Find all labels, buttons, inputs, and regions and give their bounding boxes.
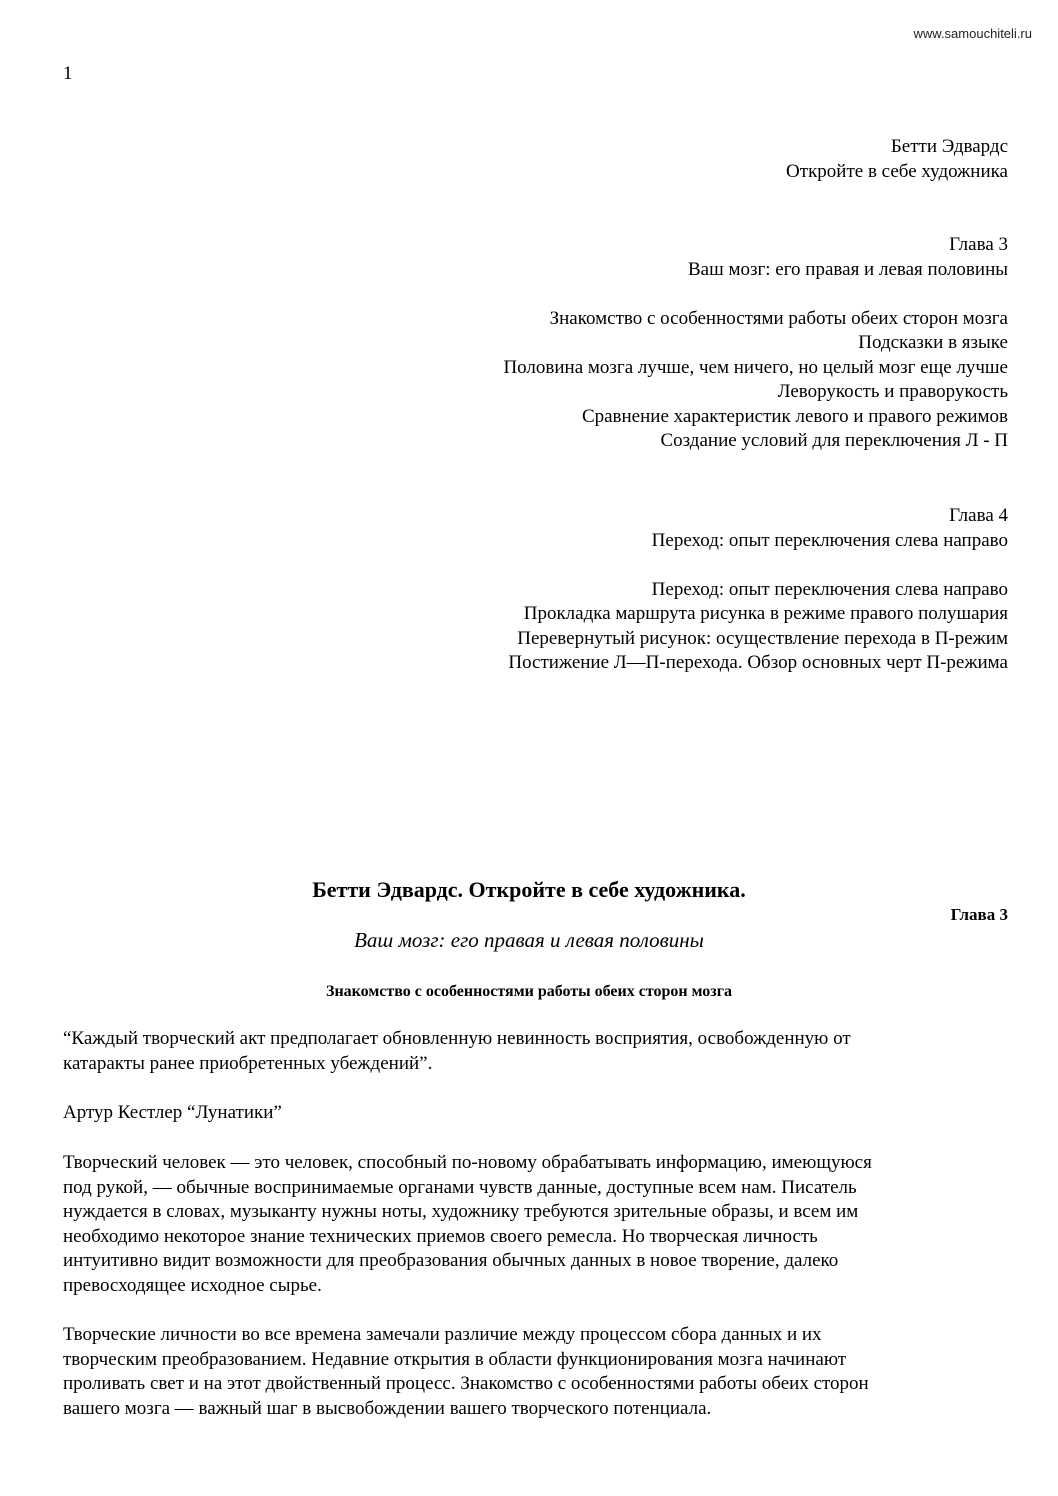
toc-item: Перевернутый рисунок: осуществление перехода в П-режим xyxy=(517,627,1008,649)
toc-chapter-3 xyxy=(503,233,1008,454)
toc-item: Создание условий для переключения Л - П xyxy=(660,430,1008,451)
book-author: Бетти Эдвардс xyxy=(890,136,1008,157)
toc-chapter-title: Переход: опыт переключения слева направо xyxy=(651,529,1008,551)
toc-item: Знакомство с особенностями работы обеих сторон мозга xyxy=(549,307,1008,329)
toc-chapter-label: Глава 3 xyxy=(949,234,1008,255)
toc-item: Прокладка маршрута рисунка в режиме правого полушария xyxy=(523,603,1008,624)
text-line: под рукой, — обычные воспринимаемые органами чувств данные, доступные всем нам. Писатель xyxy=(63,1176,857,1198)
article-title: Бетти Эдвардс. Откройте в себе художника. xyxy=(312,877,746,902)
toc-item: Сравнение характеристик левого и правого режимов xyxy=(581,405,1008,427)
text-line: превосходящее исходное сырье. xyxy=(63,1274,322,1296)
site-url: www.samouchiteli.ru xyxy=(913,26,1032,41)
toc-chapter-title: Ваш мозг: его правая и левая половины xyxy=(687,258,1008,280)
paragraph xyxy=(63,1151,1013,1298)
text-line: катаракты ранее приобретенных убеждений”. xyxy=(63,1052,433,1074)
epigraph-attribution: Артур Кестлер “Лунатики” xyxy=(63,1102,282,1123)
paragraph xyxy=(63,1323,1013,1421)
section-heading: Знакомство с особенностями работы обеих сторон мозга xyxy=(326,983,732,1000)
text-line: интуитивно видит возможности для преобразования обычных данных в новое творение, далеко xyxy=(63,1250,839,1271)
epigraph-quote xyxy=(63,1027,1013,1076)
text-line: творческим преобразованием. Недавние открытия в области функционирования мозга начинают xyxy=(63,1348,847,1370)
book-header xyxy=(786,135,1008,184)
text-line: “Каждый творческий акт предполагает обновленную невинность восприятия, освобожденную от xyxy=(63,1028,851,1049)
text-line: проливать свет и на этот двойственный процесс. Знакомство с особенностями работы обеих сторон xyxy=(63,1373,869,1394)
toc-item: Переход: опыт переключения слева направо xyxy=(651,578,1008,600)
book-title: Откройте в себе художника xyxy=(786,160,1008,182)
toc-chapter-label: Глава 4 xyxy=(949,505,1008,526)
text-line: нуждается в словах, музыканту нужны ноты, художнику требуются зрительные образы, и всем им xyxy=(63,1201,859,1222)
toc-item: Подсказки в языке xyxy=(858,332,1008,353)
chapter-label: Глава 3 xyxy=(950,905,1008,924)
text-line: Творческие личности во все времена замечали различие между процессом сбора данных и их xyxy=(63,1324,822,1345)
toc-item: Постижение Л—П-перехода. Обзор основных черт П-режима xyxy=(508,652,1008,673)
text-line: вашего мозга — важный шаг в высвобождении вашего творческого потенциала. xyxy=(63,1397,712,1419)
chapter-subtitle: Ваш мозг: его правая и левая половины xyxy=(354,928,704,952)
toc-item: Половина мозга лучше, чем ничего, но целый мозг еще лучше xyxy=(503,356,1008,378)
toc-chapter-4 xyxy=(508,504,1008,676)
page-number: 1 xyxy=(63,63,73,84)
text-line: необходимо некоторое знание технических приемов своего ремесла. Но творческая личность xyxy=(63,1225,818,1247)
toc-item: Леворукость и праворукость xyxy=(777,381,1008,402)
text-line: Творческий человек — это человек, способный по-новому обрабатывать информацию, имеющуюся xyxy=(63,1152,872,1173)
